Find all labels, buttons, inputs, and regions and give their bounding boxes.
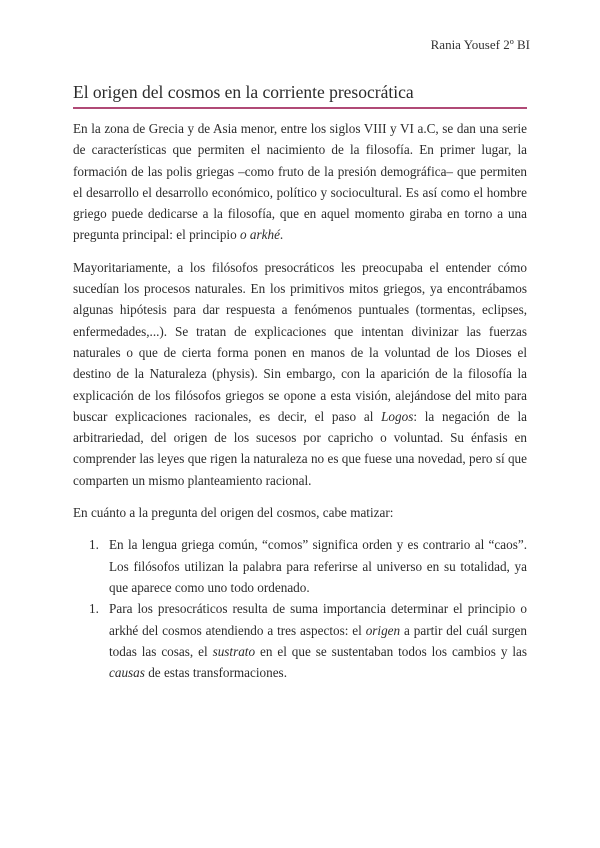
title-divider [73, 107, 527, 109]
document-body [73, 118, 527, 683]
paragraph-2: Mayoritariamente, a los filósofos presocráticos les preocupaba el entender cómo sucedían los procesos naturales. En los primitivos mitos griegos, ya encontrábamos algunas hipótesis para dar respuesta a fenómenos puntuales (tormentas, eclipses, enfermedades,...). Se tratan de explicaciones que intentan divinizar las fuerzas naturales o que de cierta forma ponen en manos de la voluntad de los Dioses el destino de la Naturaleza (physis). Sin embargo, con la aparición de la filosofía la explicación de los filósofos griegos se opone a esta visión, alejándose del mito para buscar explicaciones racionales, es decir, el paso al Logos: la negación de la arbitrariedad, del origen de los sucesos por capricho o voluntad. Su énfasis en comprender las leyes que rigen la naturaleza no es que fuese una novedad, pero sí que comparten un mismo planteamiento racional. [73, 259, 528, 488]
numbered-list [73, 534, 527, 683]
list-item [73, 598, 527, 683]
page-title: El origen del cosmos en la corriente presocrática [73, 82, 414, 102]
list-number: 1. [89, 601, 99, 617]
paragraph-3: En cuánto a la pregunta del origen del cosmos, cabe matizar: [73, 505, 394, 521]
list-text: Para los presocráticos resulta de suma importancia determinar el principio o arkhé del cosmos atendiendo a tres aspectos: el origen a partir del cuál surgen todas las cosas, el sustrato en el que se sustentaban todos los cambios y las causas de estas transformaciones. [109, 601, 527, 681]
list-item [73, 534, 527, 598]
author-header: Rania Yousef 2º BI [430, 37, 530, 52]
list-text: En la lengua griega común, “comos” significa orden y es contrario al “caos”. Los filósofos utilizan la palabra para referirse al universo en su totalidad, ya que aparece como uno todo ordenado. [109, 537, 527, 595]
paragraph-1: En la zona de Grecia y de Asia menor, entre los siglos VIII y VI a.C, se dan una serie de características que permiten el nacimiento de la filosofía. En primer lugar, la formación de las polis griegas –como fruto de la presión demográfica– que permiten el desarrollo el desarrollo económico, político y sociocultural. Es así como el hombre griego puede dedicarse a la filosofía, que en aquel momento giraba en torno a una pregunta principal: el principio o arkhé. [73, 121, 527, 243]
list-number: 1. [89, 537, 99, 553]
